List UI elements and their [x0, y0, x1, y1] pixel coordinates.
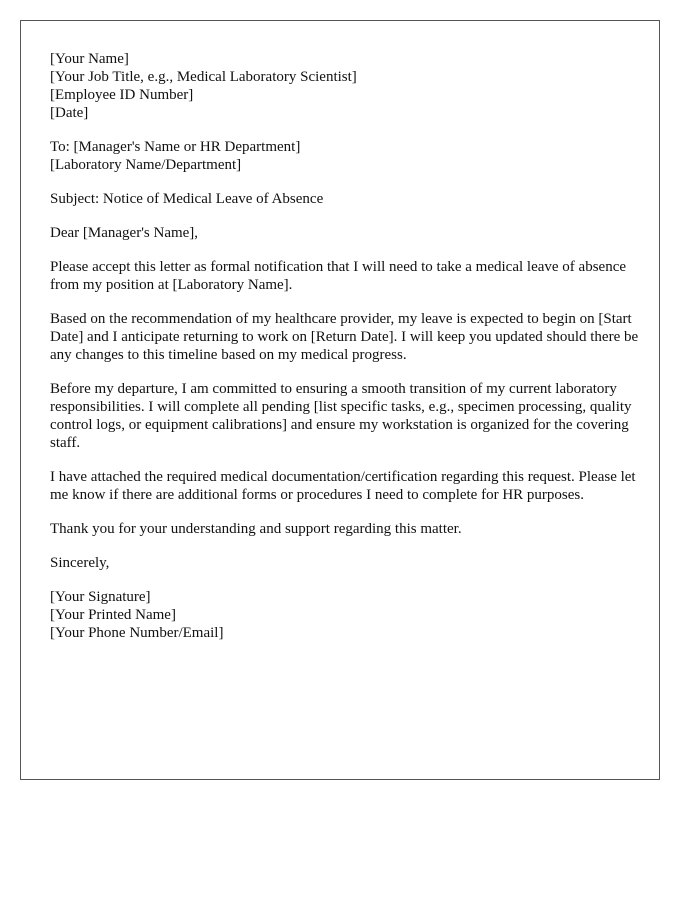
sender-job-title: [Your Job Title, e.g., Medical Laboratory Scientist]	[50, 69, 357, 85]
paragraph-leave-dates: Based on the recommendation of my healthcare provider, my leave is expected to begin on [Start Date] and I anticipate returning to work on [Return Date]. I will keep you updated should there be any changes to this timeline based on my medical progress.	[50, 311, 639, 363]
contact-info: [Your Phone Number/Email]	[50, 625, 224, 641]
letter-date: [Date]	[50, 105, 89, 121]
paragraph-transition: Before my departure, I am committed to ensuring a smooth transition of my current laboratory responsibilities. I will complete all pending [list specific tasks, e.g., specimen processing, quality control logs, or equipment calibrations] and ensure my workstation is organized for the covering staff.	[50, 381, 632, 451]
paragraph-notification: Please accept this letter as formal notification that I will need to take a medical leave of absence from my position at [Laboratory Name].	[50, 259, 627, 293]
recipient-block	[50, 138, 640, 174]
subject-line: Subject: Notice of Medical Leave of Absence	[50, 191, 324, 207]
sender-block	[50, 50, 640, 122]
paragraph-thanks: Thank you for your understanding and support regarding this matter.	[50, 521, 462, 537]
signature: [Your Signature]	[50, 589, 151, 605]
closing: Sincerely,	[50, 555, 110, 571]
recipient-department: [Laboratory Name/Department]	[50, 157, 242, 173]
printed-name: [Your Printed Name]	[50, 607, 176, 623]
sender-employee-id: [Employee ID Number]	[50, 87, 194, 103]
letter-body	[50, 50, 640, 658]
recipient-to: To: [Manager's Name or HR Department]	[50, 139, 301, 155]
letter-page	[20, 20, 660, 780]
paragraph-documentation: I have attached the required medical documentation/certification regarding this request. Please let me know if there are additional forms or procedures I need to complete for HR purposes.	[50, 469, 636, 503]
sender-name: [Your Name]	[50, 51, 129, 67]
signature-block	[50, 588, 640, 642]
salutation: Dear [Manager's Name],	[50, 225, 199, 241]
